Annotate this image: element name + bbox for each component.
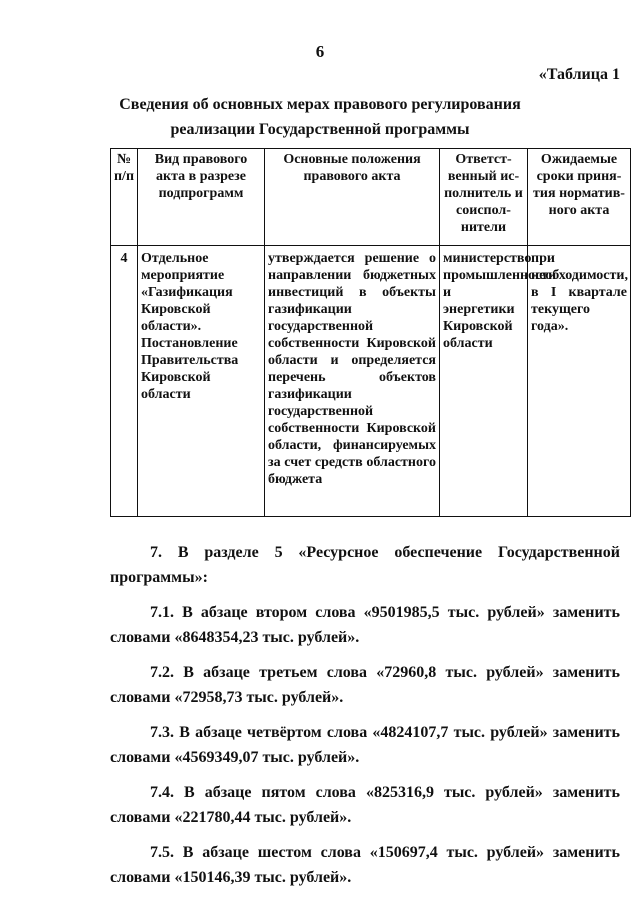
row-number: 4: [111, 246, 138, 517]
header-executor: Ответст-венный ис-полнитель и соиспол-нители: [440, 149, 528, 246]
row-provisions: утверждается решение о направлении бюджетных инвестиций в объекты газификации государственной собственности Кировской области и определяется перечень объектов газификации государственной собственности Кировской области, финансируемых за счет средств областного бюджета: [265, 246, 440, 517]
paragraph-7-3: 7.3. В абзаце четвёртом слова «4824107,7 тыс. рублей» заменить словами «4569349,07 тыс. рублей».: [110, 724, 620, 766]
table-title-line-1: Сведения об основных мерах правового регулирования: [119, 96, 521, 113]
paragraph-7-1: 7.1. В абзаце втором слова «9501985,5 тыс. рублей» заменить словами «8648354,23 тыс. рублей».: [110, 604, 620, 646]
table-header-row: [111, 149, 631, 246]
row-deadline: при необходимости, в I квартале текущего года».: [528, 246, 631, 517]
paragraph-7-2: 7.2. В абзаце третьем слова «72960,8 тыс. рублей» заменить словами «72958,73 тыс. рублей».: [110, 664, 620, 706]
paragraph-7-5: 7.5. В абзаце шестом слова «150697,4 тыс. рублей» заменить словами «150146,39 тыс. рублей».: [110, 844, 620, 886]
header-act-type: Вид правового акта в разрезе подпрограмм: [138, 149, 265, 246]
table-row: [111, 246, 631, 517]
table-title-line-2: реализации Государственной программы: [170, 121, 470, 138]
paragraph-7: 7. В разделе 5 «Ресурсное обеспечение Государственной программы»:: [110, 544, 620, 586]
table-reference: «Таблица 1: [538, 66, 620, 83]
row-executor: министерство промышленности и энергетики Кировской области: [440, 246, 528, 517]
page-number: 6: [315, 42, 325, 61]
header-provisions: Основные положения правового акта: [265, 149, 440, 246]
amendments-text: [110, 540, 620, 900]
header-deadline: Ожидаемые сроки приня-тия норматив-ного акта: [528, 149, 631, 246]
row-act-type: Отдельное мероприятие «Газификация Кировской области». Постановление Правительства Кировской области: [138, 246, 265, 517]
legal-measures-table: [110, 148, 631, 517]
header-number: № п/п: [111, 149, 138, 246]
paragraph-7-4: 7.4. В абзаце пятом слова «825316,9 тыс. рублей» заменить словами «221780,44 тыс. рублей».: [110, 784, 620, 826]
